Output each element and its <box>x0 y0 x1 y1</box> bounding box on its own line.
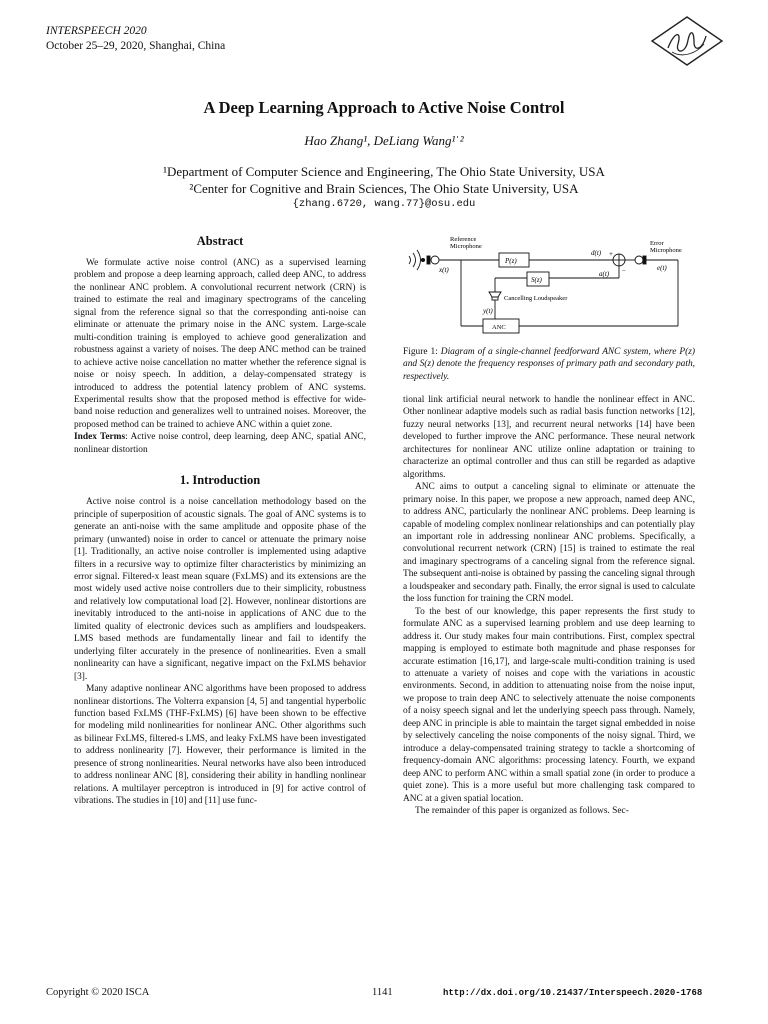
sz-label: S(z) <box>531 276 542 284</box>
xt-label: x(t) <box>439 266 449 274</box>
right-paragraph-3: To the best of our knowledge, this paper represents the first study to formulate ANC as a supervised learning problem and use deep learning to address it. Our study makes four main contributions. First, complex spectral mapping is employed to estimate both magnitude and phase responses for accurate estimation [16,17], and large-scale multi-condition training is used to attenuate a variety of noises and cope with the variations in acoustic environments. Second, in addition to attenuating noise from the noise input, we propose to train deep ANC to selectively attenuate the noise components of a noisy speech signal and let the underlying speech pass through. Namely, deep ANC in principle is able to maintain the target signal embedded in noise by selectively canceling the noise components of the noisy signal. Third, we introduce a delay-compensated training strategy to tackle a shortcoming of frequency-domain ANC algorithms: processing latency. Fourth, we expand deep ANC to perform ANC within a small spatial zone (in order to produce a quiet zone). This is a more useful but more challenging task compared to ANC at a given spatial location. <box>403 606 695 804</box>
loudspeaker-label: Cancelling Loudspeaker <box>504 295 568 302</box>
page-number: 1141 <box>372 987 393 998</box>
abstract-heading: Abstract <box>196 234 244 248</box>
figure-1-caption <box>403 346 695 383</box>
conference-dates-location: October 25–29, 2020, Shanghai, China <box>46 40 226 52</box>
right-paragraph-2: ANC aims to output a canceling signal to eliminate or attenuate the primary noise. In this paper, we propose a new approach, named deep ANC, to address ANC, particularly the nonlinear ANC problems. Deep learning is capable of modeling complex nonlinear relationships and can potentially play an important role in addressing nonlinear ANC problems. Specifically, a convolutional recurrent network (CRN) [15] is trained to estimate the real and imaginary spectrograms of a canceling signal from the reference signal. The subsequent anti-noise is obtained by passing the canceling signal through a loudspeaker and secondary path. Finally, the error signal is used to calculate the loss function for training the CRN model. <box>403 482 696 605</box>
author-email: {zhang.6720, wang.77}@osu.edu <box>292 198 476 210</box>
error-microphone-icon <box>643 256 646 264</box>
affiliation-1: ¹Department of Computer Science and Engineering, The Ohio State University, USA <box>163 164 605 179</box>
reference-mic-label-2: Microphone <box>450 243 482 250</box>
reference-microphone-icon <box>427 256 430 264</box>
index-terms-text: : Active noise control, deep learning, deep ANC, spatial ANC, nonlinear distortion <box>74 432 366 455</box>
abstract-text: We formulate active noise control (ANC) as a supervised learning problem and propose a deep learning approach, called deep ANC, to address the nonlinear ANC problem. A convolutional recurrent network (CRN) is trained to estimate the real and imaginary spectrograms of the canceling signal from the reference signal so that the corresponding anti-noise can eliminate or attenuate the primary noise in the ANC system. Large-scale multi-condition training is employed to achieve good generalization and robustness against a variety of noises. The deep ANC method can be trained to achieve active noise cancellation no matter whether the reference signal is noise or noisy speech. In addition, a delay-compensated strategy is introduced to address the potential latency problem of ANC systems. Experimental results show that the proposed method is effective for wide-band noise reduction and generalizes well to untrained noises. Moreover, the proposed method can be trained to achieve ANC within a quiet zone. <box>74 258 366 430</box>
index-terms <box>74 431 366 456</box>
conference-info <box>46 24 225 54</box>
intro-paragraph-2: Many adaptive nonlinear ANC algorithms have been proposed to address nonlinear distortions. The Volterra expansion [4, 5] and tangential hyperbolic function based FxLMS (THF-FxLMS) [6] have been shown to be effective for modeling mild nonlinearities for nonlinear ANC. Other algorithms such as bilinear FxLMS, filtered-s LMS, and leaky FxLMS have been investigated to address nonlinearity [7]. However, their performance is limited in the presence of strong nonlinearities. Neural networks have also been introduced to address nonlinear ANC [8], considering their ability in handling nonlinear relations. A multilayer perceptron is introduced in [9] for active control of vibrations. The studies in [10] and [11] use func- <box>74 684 366 807</box>
reference-mic-label-1: Reference <box>450 236 477 243</box>
figure-1-caption-text: Diagram of a single-channel feedforward ANC system, where P(z) and S(z) denote the frequency responses of primary path and secondary path, respectively. <box>403 347 695 382</box>
et-label: e(t) <box>657 264 667 272</box>
doi-link[interactable]: http://dx.doi.org/10.21437/Interspeech.2020-1768 <box>443 988 703 998</box>
right-column <box>403 394 695 817</box>
affiliations <box>0 163 768 197</box>
right-paragraph-4: The remainder of this paper is organized as follows. Sec- <box>415 805 629 816</box>
intro-paragraph-1: Active noise control is a noise cancellation methodology based on the principle of superposition of acoustic signals. The goal of ANC systems is to generate an anti-noise with the same amplitude and opposite phase of the primary (unwanted) noise in order to cancel or attenuate the primary noise [1]. Traditionally, an active noise controller is implemented using adaptive filters in a recursive way to optimize filter characteristics by minimizing an error signal. Filtered-x least mean square (FxLMS) and its extensions are the most widely used active noise controllers due to their simplicity, robustness and relatively low computational load [2]. However, nonlinear distortions are inevitably introduced to the anti-noise in applications of ANC due to the limited quality of electronic devices such as amplifiers and loudspeakers. LMS based methods are fundamentally linear and fail to identify the underlying filter accurately in the presence of nonlinearities. Even a small nonlinearity can have a significant, negative impact on the FxLMS behavior [3]. <box>74 497 366 682</box>
left-column <box>74 233 366 808</box>
loudspeaker-icon <box>489 292 501 297</box>
right-paragraph-1: tional link artificial neural network to handle the nonlinear effect in ANC. Other nonlinear adaptive models such as radial basis function networks [12], fuzzy neural networks [13], and recurrent neural networks [14] have been developed to further improve the ANC performance. These neural network architectures for nonlinear ANC utilize online adaptation or training to characterize an optimal controller and thus can still be regarded as adaptive algorithms. <box>403 395 695 480</box>
minus-sign: − <box>622 267 626 275</box>
figure-1-caption-label: Figure 1: <box>403 347 441 357</box>
paper-title: A Deep Learning Approach to Active Noise Control <box>203 98 565 117</box>
at-label: a(t) <box>599 270 610 278</box>
pz-label: P(z) <box>505 257 517 265</box>
index-terms-label: Index Terms <box>74 432 126 443</box>
error-mic-label-1: Error <box>650 240 664 247</box>
copyright: Copyright © 2020 ISCA <box>46 987 150 998</box>
isca-logo <box>648 14 726 68</box>
yt-label: y(t) <box>483 307 493 315</box>
affiliation-2: ²Center for Cognitive and Brain Sciences, The Ohio State University, USA <box>189 181 579 196</box>
sound-wave-icon <box>409 256 411 264</box>
conference-name: INTERSPEECH 2020 <box>46 25 147 37</box>
anc-label: ANC <box>492 324 506 331</box>
intro-heading: 1. Introduction <box>179 473 261 488</box>
plus-sign: + <box>609 250 613 258</box>
dt-label: d(t) <box>591 249 602 257</box>
error-mic-label-2: Microphone <box>650 247 682 254</box>
figure-1-diagram <box>403 234 695 340</box>
paper-authors: Hao Zhang¹, DeLiang Wang¹ˈ² <box>304 133 464 148</box>
